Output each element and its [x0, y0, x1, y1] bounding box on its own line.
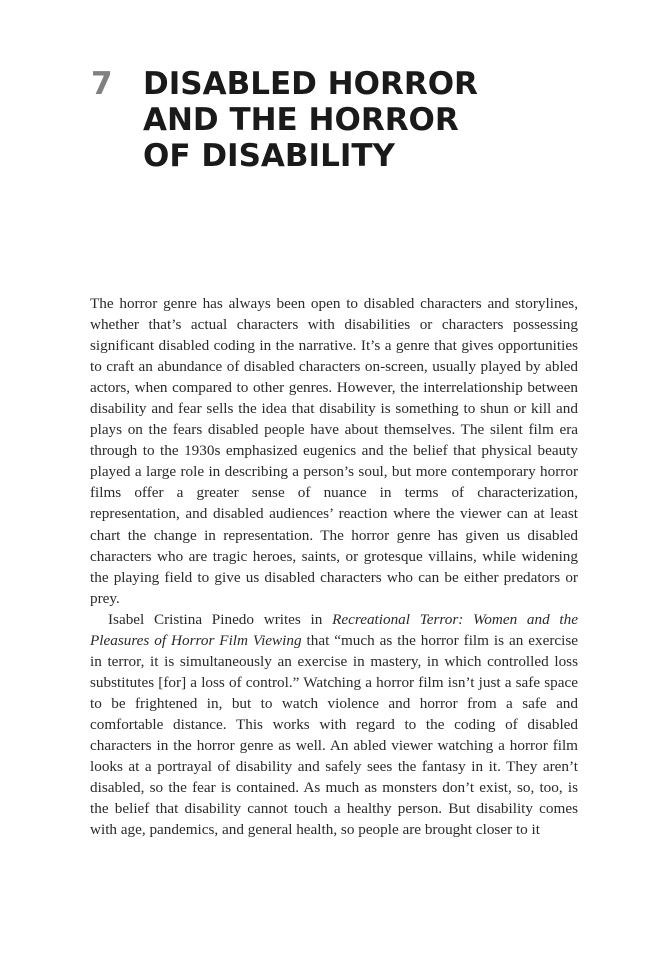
chapter-number: 7 [91, 66, 113, 102]
paragraph-text-before: Isabel Cristina Pinedo writes in [108, 610, 333, 628]
book-title: Recreational Terror: Women and the Pleasures of Horror Film Viewing [90, 610, 578, 649]
chapter-title-line: AND THE HORROR [143, 102, 459, 138]
chapter-title [143, 66, 563, 174]
paragraph-text: The horror genre has always been open to disabled characters and storylines, whether that’s actual characters with disabilities or characters possessing significant disabled coding in the narrative. It’s a genre that gives opportunities to craft an abundance of disabled characters on-screen, usually played by abled actors, when compared to other genres. However, the interrelationship between disability and fear sells the idea that disability is something to shun or kill and plays on the fears disabled people have about themselves. The silent film era through to the 1930s emphasized eugenics and the belief that physical beauty played a large role in describing a person’s soul, but more contemporary horror films offer a greater sense of nuance in terms of characterization, representation, and disabled audiences’ reaction where the viewer can at least chart the change in representation. The horror genre has given us disabled characters who are tragic heroes, saints, or grotesque villains, while widening the playing field to give us disabled characters who can be either predators or prey. [90, 295, 578, 607]
body-text [90, 293, 578, 840]
paragraph-text-after: that “much as the horror film is an exercise in terror, it is simultaneously an exercise in mastery, in which controlled loss substitutes [for] a loss of control.” Watching a horror film isn’t just a safe space to be frightened in, but to watch violence and horror from a safe and comfortable distance. This works with regard to the coding of disabled characters in the horror genre as well. An abled viewer watching a horror film looks at a portrayal of disability and safely sees the fantasy in it. They aren’t disabled, so the fear is contained. As much as monsters don’t exist, so, too, is the belief that disability cannot touch a healthy person. But disability comes with age, pandemics, and general health, so people are brought closer to it [90, 631, 578, 839]
paragraph [90, 609, 578, 841]
chapter-title-line: OF DISABILITY [143, 138, 395, 174]
paragraph [90, 293, 578, 609]
chapter-title-line: DISABLED HORROR [143, 66, 478, 102]
